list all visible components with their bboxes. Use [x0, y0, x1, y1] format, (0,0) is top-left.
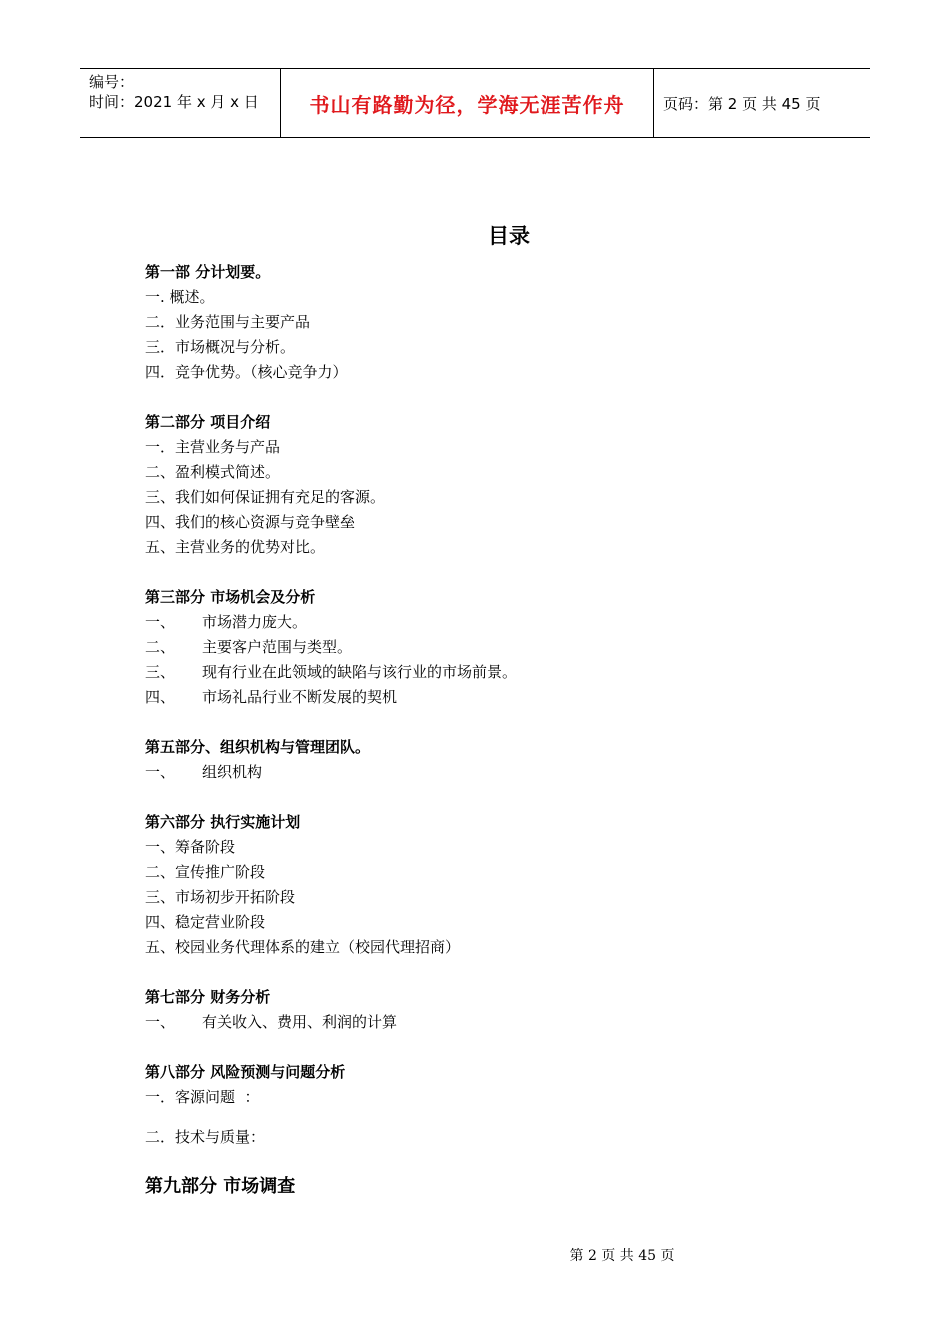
section-7: [145, 985, 865, 1035]
section-title[interactable]: 第九部分 市场调查: [145, 1176, 296, 1197]
toc-item[interactable]: 五、主营业务的优势对比。: [145, 538, 326, 556]
section-3: [145, 585, 865, 710]
serial-label: 编号：: [89, 73, 135, 91]
item-text: 市场潜力庞大。: [202, 613, 308, 631]
toc-item[interactable]: 三、市场初步开拓阶段: [145, 888, 296, 906]
toc-item[interactable]: 一．主营业务与产品: [145, 438, 281, 456]
toc-item[interactable]: 二、盈利模式简述。: [145, 463, 281, 481]
toc-item[interactable]: [145, 1010, 865, 1035]
section-title[interactable]: 第六部分 执行实施计划: [145, 813, 301, 831]
item-text: 有关收入、费用、利润的计算: [202, 1013, 398, 1031]
toc-item[interactable]: 一. 概述。: [145, 288, 215, 306]
item-text: 组织机构: [202, 763, 263, 781]
toc-item[interactable]: 一、筹备阶段: [145, 838, 236, 856]
toc-item[interactable]: 四．竞争优势。（核心竞争力）: [145, 363, 348, 381]
section-9: [145, 1172, 865, 1202]
header-page-info: 页码：第 2 页 共 45 页: [663, 94, 821, 113]
item-number: 一、: [145, 763, 176, 781]
toc-item[interactable]: 二．技术与质量：: [145, 1128, 266, 1146]
item-number: 三、: [145, 663, 176, 681]
time-label: 时间：2021 年 x 月 x 日: [89, 93, 259, 111]
section-title[interactable]: 第七部分 财务分析: [145, 988, 271, 1006]
toc-item[interactable]: 五、校园业务代理体系的建立（校园代理招商）: [145, 938, 461, 956]
header-left-cell: [80, 69, 281, 137]
section-6: [145, 810, 865, 960]
item-text: 主要客户范围与类型。: [202, 638, 353, 656]
toc-item[interactable]: [145, 635, 865, 660]
item-text: 市场礼品行业不断发展的契机: [202, 688, 398, 706]
toc-item[interactable]: [145, 660, 865, 685]
toc-item[interactable]: 二．业务范围与主要产品: [145, 313, 311, 331]
toc-item[interactable]: [145, 760, 865, 785]
page-footer: 第 2 页 共 45 页: [569, 1248, 675, 1264]
toc-item[interactable]: 三．市场概况与分析。: [145, 338, 296, 356]
item-number: 一、: [145, 1013, 176, 1031]
item-number: 一、: [145, 613, 176, 631]
section-5: [145, 735, 865, 785]
item-text: 现有行业在此领域的缺陷与该行业的市场前景。: [202, 663, 518, 681]
toc-item[interactable]: 一．客源问题 ：: [145, 1088, 260, 1106]
toc-item[interactable]: 二、宣传推广阶段: [145, 863, 266, 881]
document-title: 目录: [488, 224, 530, 248]
section-title[interactable]: 第二部分 项目介绍: [145, 413, 271, 431]
header-motto: 书山有路勤为径，学海无涯苦作舟: [281, 69, 654, 137]
toc-item[interactable]: [145, 610, 865, 635]
section-title[interactable]: 第五部分、组织机构与管理团队。: [145, 738, 371, 756]
toc-item[interactable]: 四、稳定营业阶段: [145, 913, 266, 931]
section-title[interactable]: 第八部分 风险预测与问题分析: [145, 1063, 346, 1081]
section-title[interactable]: 第三部分 市场机会及分析: [145, 588, 316, 606]
section-1: [145, 260, 865, 385]
header-table: [80, 68, 870, 138]
section-2: [145, 410, 865, 560]
item-number: 二、: [145, 638, 176, 656]
section-8: [145, 1060, 865, 1150]
section-title[interactable]: 第一部 分计划要。: [145, 263, 271, 281]
item-number: 四、: [145, 688, 176, 706]
toc-item[interactable]: [145, 685, 865, 710]
table-of-contents: [145, 260, 865, 1202]
toc-item[interactable]: 四、我们的核心资源与竞争壁垒: [145, 513, 356, 531]
toc-item[interactable]: 三、我们如何保证拥有充足的客源。: [145, 488, 386, 506]
